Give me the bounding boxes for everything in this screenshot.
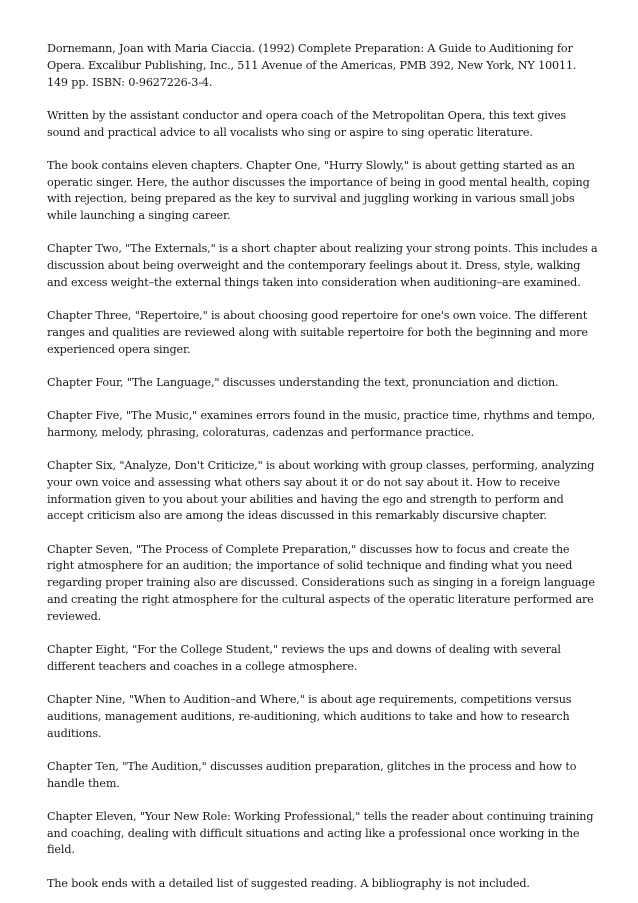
chapter-one-paragraph: The book contains eleven chapters. Chapter One, "Hurry Slowly," is about getting started as an operatic singer. Here, the author discusses the importance of being in good mental health, coping with rejection, being prepared as the key to survival and juggling working in various small jobs while launching a singing career.: [47, 158, 590, 223]
chapter-four-paragraph: Chapter Four, "The Language," discusses understanding the text, pronunciation and diction.: [47, 375, 559, 389]
chapter-six-paragraph: Chapter Six, "Analyze, Don't Criticize," is about working with group classes, performing, analyzing your own voice and assessing what others say about it or do not say about it. How to receive information given to you about your abilities and having the ego and strength to perform and accept criticism also are among the ideas discussed in this remarkably discursive chapter.: [47, 459, 595, 523]
chapter-two-paragraph: Chapter Two, "The Externals," is a short chapter about realizing your strong points. This includes a discussion about being overweight and the contemporary feelings about it. Dress, style, walking and excess weight–the external things taken into consideration when auditioning–are examined.: [47, 242, 598, 289]
chapter-five-paragraph: Chapter Five, "The Music," examines errors found in the music, practice time, rhythms and tempo, harmony, melody, phrasing, coloraturas, cadenzas and performance practice.: [47, 409, 596, 439]
chapter-eleven-paragraph: Chapter Eleven, "Your New Role: Working Professional," tells the reader about continuing training and coaching, dealing with difficult situations and acting like a professional once working in the field.: [47, 809, 594, 857]
chapter-nine-paragraph: Chapter Nine, "When to Audition–and Where," is about age requirements, competitions versus auditions, management auditions, re-auditioning, which auditions to take and how to research auditions.: [47, 693, 572, 740]
chapter-three-paragraph: Chapter Three, "Repertoire," is about choosing good repertoire for one's own voice. The different ranges and qualities are reviewed along with suitable repertoire for both the beginning and more experienced opera singer.: [47, 309, 588, 356]
closing-paragraph: The book ends with a detailed list of suggested reading. A bibliography is not included.: [47, 876, 530, 890]
chapter-seven-paragraph: Chapter Seven, "The Process of Complete Preparation," discusses how to focus and create the right atmosphere for an audition; the importance of solid technique and finding what you need regarding proper training also are discussed. Considerations such as singing in a foreign language and creating the right atmosphere for the cultural aspects of the operatic literature performed are reviewed.: [47, 542, 595, 623]
citation-paragraph: Dornemann, Joan with Maria Ciaccia. (1992) Complete Preparation: A Guide to Auditioning for Opera. Excalibur Publishing, Inc., 511 Avenue of the Americas, PMB 392, New York, NY 10011. 149 pp. ISBN: 0-9627226-3-4.: [47, 42, 577, 89]
chapter-ten-paragraph: Chapter Ten, "The Audition," discusses audition preparation, glitches in the process and how to handle them.: [47, 759, 577, 790]
intro-paragraph: Written by the assistant conductor and opera coach of the Metropolitan Opera, this text gives sound and practical advice to all vocalists who sing or aspire to sing operatic literature.: [47, 108, 567, 139]
chapter-eight-paragraph: Chapter Eight, "For the College Student," reviews the ups and downs of dealing with several different teachers and coaches in a college atmosphere.: [47, 643, 561, 673]
